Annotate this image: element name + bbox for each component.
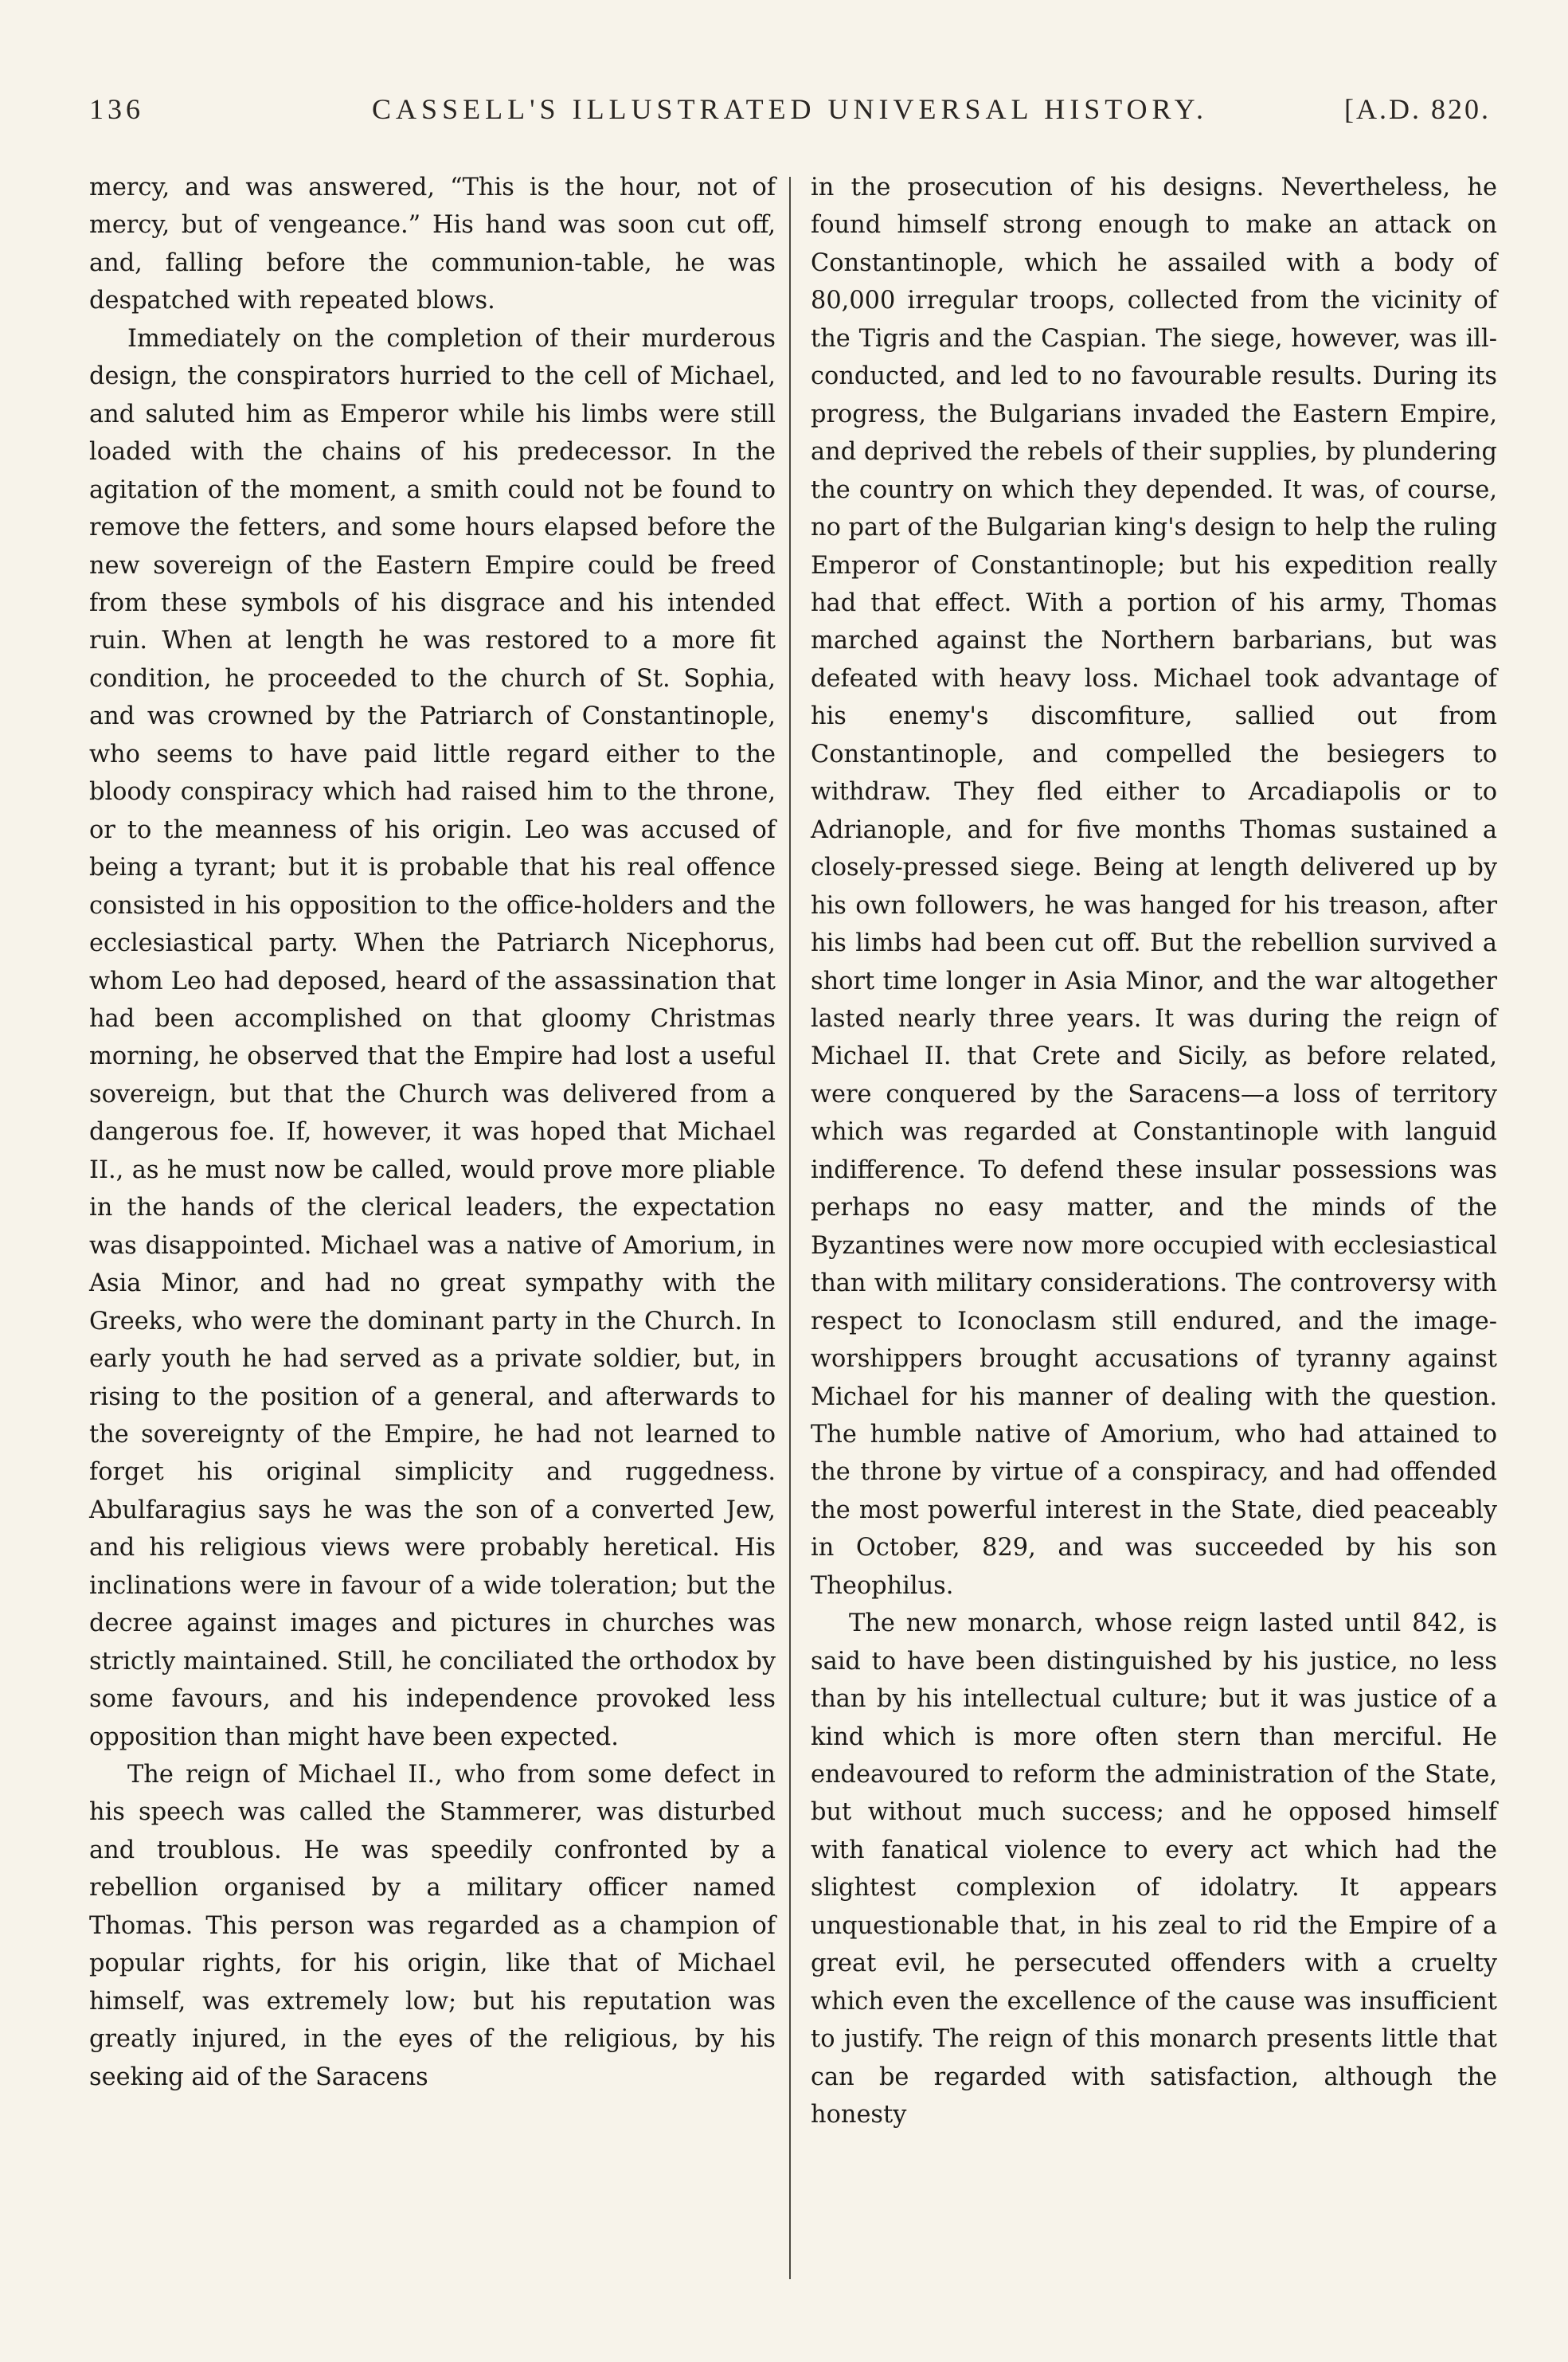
paragraph: The reign of Michael II., who from some defect in his speech was called the Stammerer, was disturbed and troublous. He was speedily confronted by a rebellion organised by a military officer named Thomas. This person was regarded as a champion of popular rights, for his origin, like that of Michael himself, was extremely low; but his reputation was greatly injured, in the eyes of the religious, by his seeking aid of the Saracens — [89, 1761, 776, 2091]
paragraph: Immediately on the completion of their murderous design, the conspirators hurried to the cell of Michael, and saluted him as Emperor while his limbs were still loaded with the chains of his predecessor. In the agitation of the moment, a smith could not be found to remove the fetters, and some hours elapsed before the new sovereign of the Eastern Empire could be freed from these symbols of his disgrace and his intended ruin. When at length he was restored to a more fit condition, he proceeded to the church of St. Sophia, and was crowned by the Patriarch of Constantinople, who seems to have paid little regard either to the bloody conspiracy which had raised him to the throne, or to the meanness of his origin. Leo was accused of being a tyrant; but it is probable that his real offence consisted in his opposition to the office-holders and the ecclesiastical party. When the Patriarch Nicephorus, whom Leo had deposed, heard of the assassination that had been accomplished on that gloomy Christmas morning, he observed that the Empire had lost a useful sovereign, but that the Church was delivered from a dangerous foe. If, however, it was hoped that Michael II., as he must now be called, would prove more pliable in the hands of the clerical leaders, the expectation was disappointed. Michael was a native of Amorium, in Asia Minor, and had no great sympathy with the Greeks, who were the dominant party in the Church. In early youth he had served as a private soldier, but, in rising to the position of a general, and afterwards to the sovereignty of the Empire, he had not learned to forget his original simplicity and ruggedness. Abulfaragius says he was the son of a converted Jew, and his religious views were probably heretical. His inclinations were in favour of a wide toleration; but the decree against images and pictures in churches was strictly maintained. Still, he conciliated the orthodox by some favours, and his independence provoked less opposition than might have been expected. — [89, 324, 776, 1751]
paragraph: mercy, and was answered, “This is the hour, not of mercy, but of vengeance.” His hand was soon cut off, and, falling before the communion-table, he was despatched with repeated blows. — [89, 174, 776, 315]
right-column — [811, 169, 1497, 2134]
paragraph: The new monarch, whose reign lasted until 842, is said to have been distinguished by his justice, no less than by his intellectual culture; but it was justice of a kind which is more often stern than merciful. He endeavoured to reform the administration of the State, but without much success; and he opposed himself with fanatical violence to every act which had the slightest complexion of idolatry. It appears unquestionable that, in his zeal to rid the Empire of a great evil, he persecuted offenders with a cruelty which even the excellence of the cause was insufficient to justify. The reign of this monarch presents little that can be regarded with satisfaction, although the honesty — [811, 1609, 1497, 2129]
running-title: CASSELL'S ILLUSTRATED UNIVERSAL HISTORY. — [372, 93, 1208, 125]
date-marker: [A.D. 820. — [1344, 93, 1491, 125]
left-column — [89, 169, 776, 2096]
column-divider — [789, 177, 791, 2279]
running-header — [89, 92, 1491, 140]
page-number: 136 — [89, 93, 144, 125]
paragraph: in the prosecution of his designs. Nevertheless, he found himself strong enough to make an attack on Constantinople, which he assailed with a body of 80,000 irregular troops, collected from the vicinity of the Tigris and the Caspian. The siege, however, was ill-conducted, and led to no favourable results. During its progress, the Bulgarians invaded the Eastern Empire, and deprived the rebels of their supplies, by plundering the country on which they depended. It was, of course, no part of the Bulgarian king's design to help the ruling Emperor of Constantinople; but his expedition really had that effect. With a portion of his army, Thomas marched against the Northern barbarians, but was defeated with heavy loss. Michael took advantage of his enemy's discomfiture, sallied out from Constantinople, and compelled the besiegers to withdraw. They fled either to Arcadiapolis or to Adrianople, and for five months Thomas sustained a closely-pressed siege. Being at length delivered up by his own followers, he was hanged for his treason, after his limbs had been cut off. But the rebellion survived a short time longer in Asia Minor, and the war altogether lasted nearly three years. It was during the reign of Michael II. that Crete and Sicily, as before related, were conquered by the Saracens—a loss of territory which was regarded at Constantinople with languid indifference. To defend these insular possessions was perhaps no easy matter, and the minds of the Byzantines were now more occupied with ecclesiastical than with military considerations. The controversy with respect to Iconoclasm still endured, and the image-worshippers brought accusations of tyranny against Michael for his manner of dealing with the question. The humble native of Amorium, who had attained to the throne by virtue of a conspiracy, and had offended the most powerful interest in the State, died peaceably in October, 829, and was succeeded by his son Theophilus. — [811, 174, 1497, 1600]
